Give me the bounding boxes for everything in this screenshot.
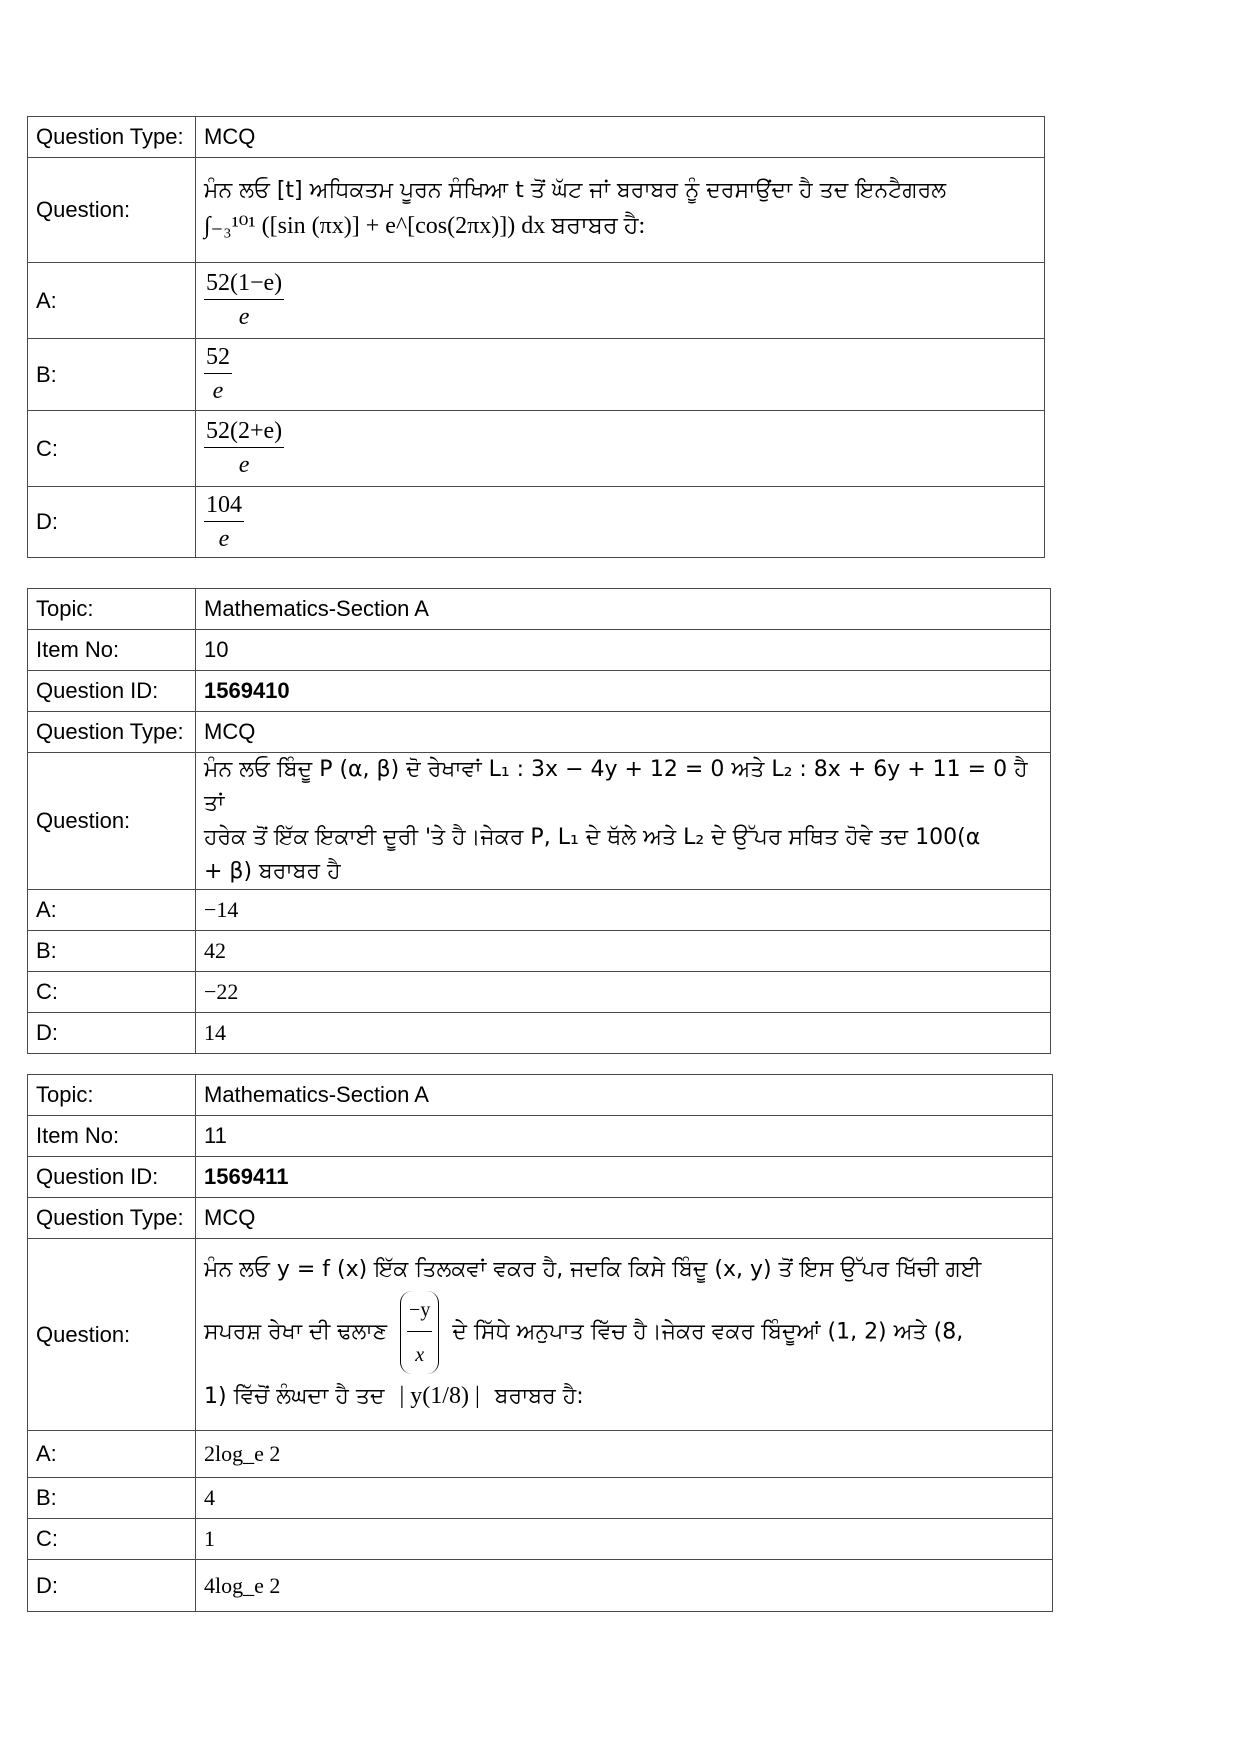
question-line bbox=[204, 1291, 1044, 1374]
slope-fraction bbox=[400, 1291, 439, 1374]
question-block-10 bbox=[27, 588, 1051, 1054]
option-b: 42 bbox=[196, 931, 1051, 972]
option-c: −22 bbox=[196, 972, 1051, 1013]
option-d bbox=[196, 487, 1045, 558]
option-a: −14 bbox=[196, 890, 1051, 931]
question-block-11 bbox=[27, 1074, 1053, 1612]
option-d: 4log_e 2 bbox=[196, 1560, 1053, 1612]
option-c bbox=[196, 411, 1045, 487]
denominator: e bbox=[218, 525, 230, 552]
question-fragment: ਸਪਰਸ਼ ਰੇਖਾ ਦੀ ਢਲਾਣ bbox=[204, 1319, 388, 1345]
label-option-d: D: bbox=[28, 487, 196, 558]
label-question: Question: bbox=[28, 1239, 196, 1431]
question-id-value: 1569410 bbox=[196, 671, 1051, 712]
integral-expression: ∫₋₃¹⁰¹ ([sin (πx)] + e^[cos(2πx)]) dx ਬਰਾਬਰ ਹੈ: bbox=[204, 213, 646, 240]
question-text bbox=[196, 1239, 1053, 1431]
label-option-d: D: bbox=[28, 1560, 196, 1612]
denominator: e bbox=[238, 452, 250, 478]
option-a: 2log_e 2 bbox=[196, 1431, 1053, 1478]
question-line: ਮੰਨ ਲਓ [t] ਅਧਿਕਤਮ ਪੂਰਨ ਸੰਖਿਆ t ਤੋਂ ਘੱਟ ਜਾਂ ਬਰਾਬਰ ਨੂੰ ਦਰਸਾਉਂਦਾ ਹੈ ਤਦ ਇਨਟੈਗਰਲ bbox=[204, 178, 947, 204]
option-b bbox=[196, 339, 1045, 411]
fraction bbox=[204, 492, 244, 553]
option-c: 1 bbox=[196, 1519, 1053, 1560]
label-option-b: B: bbox=[28, 339, 196, 411]
label-option-b: B: bbox=[28, 931, 196, 972]
question-line bbox=[204, 1374, 1044, 1420]
denominator: x bbox=[415, 1344, 425, 1367]
label-option-a: A: bbox=[28, 263, 196, 339]
label-question-type: Question Type: bbox=[28, 1198, 196, 1239]
label-topic: Topic: bbox=[28, 589, 196, 630]
label-option-d: D: bbox=[28, 1013, 196, 1054]
label-option-a: A: bbox=[28, 1431, 196, 1478]
question-line: ਹਰੇਕ ਤੋਂ ਇੱਕ ਇਕਾਈ ਦੂਰੀ 'ਤੇ ਹੈ।ਜੇਕਰ P, L₁ ਦੇ ਥੱਲੇ ਅਤੇ L₂ ਦੇ ਉੱਪਰ ਸਥਿਤ ਹੋਵੇ ਤਦ 100(α bbox=[204, 825, 981, 851]
numerator: 52(2+e) bbox=[204, 418, 284, 448]
question-type-value: MCQ bbox=[196, 1198, 1053, 1239]
question-line: ਮੰਨ ਲਓ ਬਿੰਦੂ P (α, β) ਦੋ ਰੇਖਾਵਾਂ L₁ : 3x − 4y + 12 = 0 ਅਤੇ L₂ : 8x + 6y + 11 = 0 ਹੈ ਤਾਂ bbox=[204, 757, 1028, 817]
option-d: 14 bbox=[196, 1013, 1051, 1054]
question-id-value: 1569411 bbox=[196, 1157, 1053, 1198]
question-type-value: MCQ bbox=[196, 712, 1051, 753]
question-type-value: MCQ bbox=[196, 117, 1045, 158]
question-line: ਮੰਨ ਲਓ y = f (x) ਇੱਕ ਤਿਲਕਵਾਂ ਵਕਰ ਹੈ, ਜਦਕਿ ਕਿਸੇ ਬਿੰਦੂ (x, y) ਤੋਂ ਇਸ ਉੱਪਰ ਖਿੱਚੀ ਗਈ bbox=[204, 1257, 982, 1283]
question-text bbox=[196, 158, 1045, 263]
item-no-value: 10 bbox=[196, 630, 1051, 671]
label-option-c: C: bbox=[28, 411, 196, 487]
denominator: e bbox=[238, 304, 250, 330]
topic-value: Mathematics-Section A bbox=[196, 1075, 1053, 1116]
numerator: 52 bbox=[204, 344, 232, 374]
topic-value: Mathematics-Section A bbox=[196, 589, 1051, 630]
label-question-type: Question Type: bbox=[28, 712, 196, 753]
label-option-b: B: bbox=[28, 1478, 196, 1519]
question-text bbox=[196, 753, 1051, 890]
label-question-id: Question ID: bbox=[28, 1157, 196, 1198]
label-item-no: Item No: bbox=[28, 1116, 196, 1157]
question-fragment: ਦੇ ਸਿੱਧੇ ਅਨੁਪਾਤ ਵਿੱਚ ਹੈ।ਜੇਕਰ ਵਕਰ ਬਿੰਦੂਆਂ (1, 2) ਅਤੇ (8, bbox=[452, 1319, 964, 1345]
label-item-no: Item No: bbox=[28, 630, 196, 671]
label-question-type: Question Type: bbox=[28, 117, 196, 158]
denominator: e bbox=[212, 378, 224, 404]
question-fragment: 1) ਵਿੱਚੋਂ ਲੰਘਦਾ ਹੈ ਤਦ bbox=[204, 1384, 385, 1410]
label-question: Question: bbox=[28, 158, 196, 263]
label-option-c: C: bbox=[28, 1519, 196, 1560]
fraction bbox=[204, 418, 284, 479]
fraction bbox=[204, 270, 284, 331]
option-b: 4 bbox=[196, 1478, 1053, 1519]
question-line: + β) ਬਰਾਬਰ ਹੈ bbox=[204, 859, 341, 885]
numerator: −y bbox=[407, 1291, 432, 1332]
question-block-9 bbox=[27, 116, 1045, 558]
numerator: 104 bbox=[204, 492, 244, 522]
abs-expression: | y(1/8) | bbox=[399, 1383, 480, 1410]
numerator: 52(1−e) bbox=[204, 270, 284, 300]
label-option-a: A: bbox=[28, 890, 196, 931]
item-no-value: 11 bbox=[196, 1116, 1053, 1157]
option-a bbox=[196, 263, 1045, 339]
question-fragment: ਬਰਾਬਰ ਹੈ: bbox=[494, 1384, 584, 1410]
label-question-id: Question ID: bbox=[28, 671, 196, 712]
label-question: Question: bbox=[28, 753, 196, 890]
label-option-c: C: bbox=[28, 972, 196, 1013]
fraction bbox=[204, 344, 232, 405]
label-topic: Topic: bbox=[28, 1075, 196, 1116]
